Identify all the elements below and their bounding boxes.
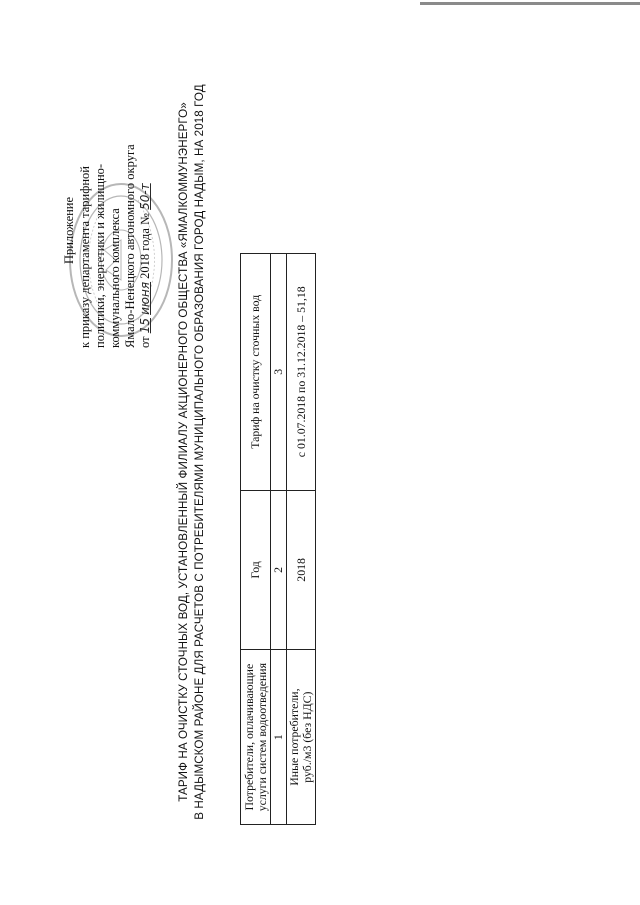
- document-title-line-2: В НАДЫМСКОМ РАЙОНЕ ДЛЯ РАСЧЕТОВ С ПОТРЕБИТЕЛЯМИ МУНИЦИПАЛЬНОГО ОБРАЗОВАНИЯ ГОРОД НАДЫМ, НА 2018 ГОД: [193, 84, 206, 820]
- tariff-table: [240, 253, 316, 825]
- date-month-handwritten: июня: [138, 281, 152, 315]
- annex-line-2: политики, энергетики и жилищно-: [93, 163, 107, 348]
- annex-line-3: коммунального комплекса: [108, 208, 122, 348]
- header-tariff: Тариф на очистку сточных вод: [241, 254, 271, 491]
- header-consumers-line-2: услуги систем водоотведения: [254, 662, 269, 812]
- cell-year: 2018: [287, 490, 316, 650]
- cell-consumer-line-2: руб./м3 (без НДС): [300, 691, 314, 783]
- annex-line-1: к приказу департамента тарифной: [78, 166, 92, 348]
- cell-tariff: с 01.07.2018 по 31.12.2018 – 51,18: [287, 254, 316, 491]
- table-header-row: [241, 254, 271, 825]
- order-number-handwritten: 50-т: [138, 183, 152, 210]
- table-column-number-row: [271, 254, 287, 825]
- annex-date-line: [138, 48, 153, 348]
- column-number-1: 1: [271, 650, 287, 825]
- date-year: 2018 года №: [138, 213, 152, 279]
- header-consumers: [241, 650, 271, 825]
- document-title-line-1: ТАРИФ НА ОЧИСТКУ СТОЧНЫХ ВОД, УСТАНОВЛЕННЫЙ ФИЛИАЛУ АКЦИОНЕРНОГО ОБЩЕСТВА «ЯМАЛКОММУНЭНЕРГО»: [177, 102, 190, 802]
- cell-consumer-line-1: Иные потребители,: [287, 688, 301, 786]
- annex-header: [62, 48, 153, 348]
- annex-line-4: Ямало-Ненецкого автономного округа: [123, 144, 137, 348]
- header-year: Год: [241, 490, 271, 650]
- cell-consumer: [287, 650, 316, 825]
- column-number-2: 2: [271, 490, 287, 650]
- annex-title: Приложение: [62, 196, 76, 265]
- column-number-3: 3: [271, 254, 287, 491]
- table-row: [287, 254, 316, 825]
- date-prefix: от: [138, 336, 152, 348]
- date-day-handwritten: 15: [138, 318, 152, 334]
- header-consumers-line-1: Потребители, оплачивающие: [241, 663, 256, 811]
